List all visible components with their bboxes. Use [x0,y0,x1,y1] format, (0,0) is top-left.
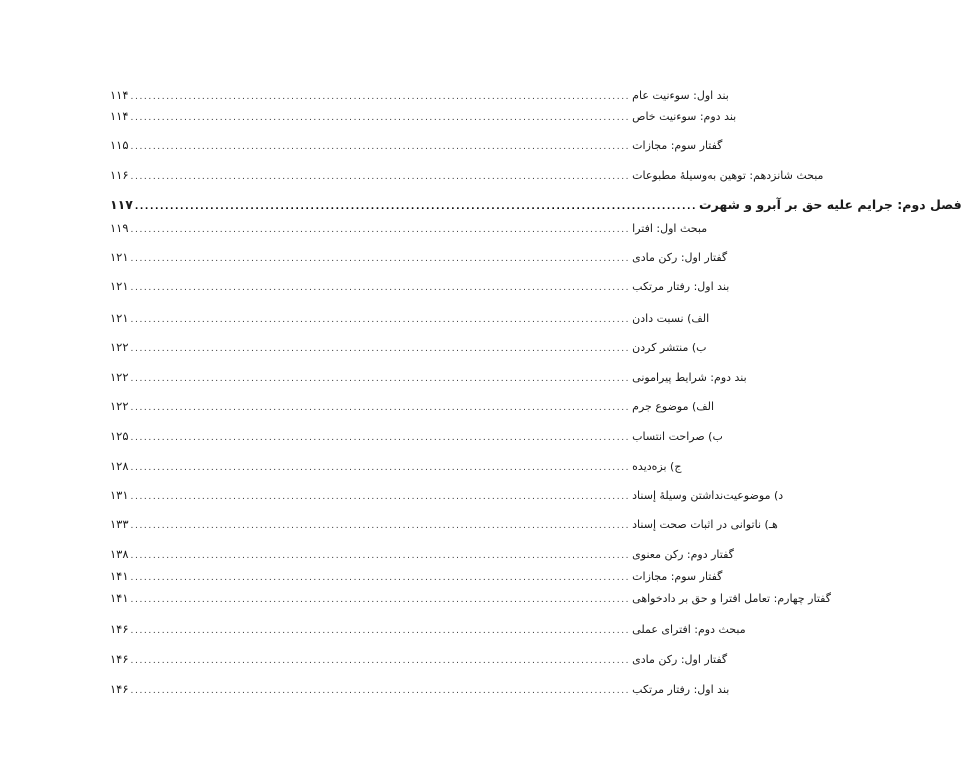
page-number: ۱۴۱ [110,591,129,605]
toc-entry[interactable] [110,589,831,607]
dot-leader: ................................................................................................................ [130,521,631,531]
page-number: ۱۱۶ [110,168,129,182]
entry-title: گفتار اول: رکن مادی [632,653,728,666]
page-number: ۱۳۸ [110,547,129,561]
dot-leader: ................................................................................................................ [130,595,631,605]
toc-entry[interactable] [110,620,746,638]
entry-title: بند اول: سوءنیت عام [632,89,729,102]
page-number: ۱۲۱ [110,250,129,264]
page-number: ۱۲۱ [110,279,129,293]
entry-title: ب) صراحت انتساب [632,430,723,443]
toc-entry[interactable] [110,107,737,125]
toc-entry[interactable] [110,338,707,356]
toc-entry[interactable] [110,680,730,698]
page-number: ۱۱۹ [110,221,129,235]
page-number: ۱۲۲ [110,399,129,413]
toc-entry[interactable] [110,368,747,386]
dot-leader: ................................................................................................................ [130,686,631,696]
page-number: ۱۱۴ [110,88,129,102]
dot-leader: ................................................................................................................ [130,344,631,354]
page-number: ۱۴۶ [110,622,129,636]
entry-title: گفتار دوم: رکن معنوی [632,548,734,561]
entry-title: بند اول: رفتار مرتکب [632,280,730,293]
toc-entry[interactable] [110,515,778,533]
page-number: ۱۴۶ [110,652,129,666]
toc-chapter-entry[interactable] [110,196,962,214]
dot-leader: ................................................................................................................ [130,283,631,293]
entry-title: ب) منتشر کردن [632,341,707,354]
page-number: ۱۴۶ [110,682,129,696]
entry-title: گفتار چهارم: تعامل افترا و حق بر دادخواهی [632,592,831,605]
toc-entry[interactable] [110,457,682,475]
entry-title: د) موضوعیت‌نداشتن وسیلهٔ إسناد [632,489,784,502]
page-number: ۱۱۴ [110,109,129,123]
entry-title: الف) موضوع جرم [632,400,715,413]
dot-leader: ................................................................................................................ [130,656,631,666]
dot-leader: ................................................................................................................ [130,113,631,123]
toc-entry[interactable] [110,397,715,415]
entry-title: بند دوم: سوءنیت خاص [632,110,737,123]
page-number: ۱۲۸ [110,459,129,473]
entry-title: ج) بزه‌دیده [632,460,682,473]
dot-leader: ................................................................................................................ [130,172,631,182]
toc-entry[interactable] [110,136,723,154]
toc-entry[interactable] [110,567,723,585]
entry-title: بند اول: رفتار مرتکب [632,683,730,696]
toc-entry[interactable] [110,545,734,563]
toc-entry[interactable] [110,277,730,295]
toc-entry[interactable] [110,86,729,104]
page-number: ۱۲۲ [110,370,129,384]
dot-leader: ................................................................................................................ [130,142,631,152]
entry-title: الف) نسبت دادن [632,312,710,325]
dot-leader: ................................................................................................................ [130,225,631,235]
dot-leader: ................................................................................................................ [130,374,631,384]
page-number: ۱۲۵ [110,429,129,443]
entry-title: گفتار سوم: مجازات [632,139,723,152]
entry-title: گفتار اول: رکن مادی [632,251,728,264]
entry-title: گفتار سوم: مجازات [632,570,723,583]
entry-title: هـ) ناتوانی در اثبات صحت إسناد [632,518,778,531]
dot-leader: ................................................................................................................ [130,92,631,102]
toc-entry[interactable] [110,248,728,266]
toc-entry[interactable] [110,427,723,445]
dot-leader: ................................................................................................................ [130,626,631,636]
chapter-title: فصل دوم: جرایم علیه حق بر آبرو و شهرت [699,197,962,212]
dot-leader: ................................................................................................................ [130,315,631,325]
toc-entry[interactable] [110,650,728,668]
dot-leader: ................................................................................................................ [130,573,631,583]
page-number: ۱۲۲ [110,340,129,354]
entry-title: مبحث اول: افترا [632,222,708,235]
page-number: ۱۴۱ [110,569,129,583]
entry-title: مبحث شانزدهم: توهین به‌وسیلهٔ مطبوعات [632,169,824,182]
toc-entry[interactable] [110,309,710,327]
dot-leader: ................................................................................................................ [130,433,631,443]
page-number: ۱۳۳ [110,517,129,531]
toc-entry[interactable] [110,166,824,184]
entry-title: بند دوم: شرایط پیرامونی [632,371,747,384]
dot-leader: ................................................................................................................ [130,551,631,561]
dot-leader: ................................................................................................................ [134,202,698,212]
page-number: ۱۱۷ [110,197,133,212]
page-number: ۱۲۱ [110,311,129,325]
dot-leader: ................................................................................................................ [130,254,631,264]
entry-title: مبحث دوم: افترای عملی [632,623,746,636]
dot-leader: ................................................................................................................ [130,492,631,502]
toc-entry[interactable] [110,219,708,237]
toc-entry[interactable] [110,486,784,504]
dot-leader: ................................................................................................................ [130,463,631,473]
page-number: ۱۳۱ [110,488,129,502]
page-number: ۱۱۵ [110,138,129,152]
dot-leader: ................................................................................................................ [130,403,631,413]
